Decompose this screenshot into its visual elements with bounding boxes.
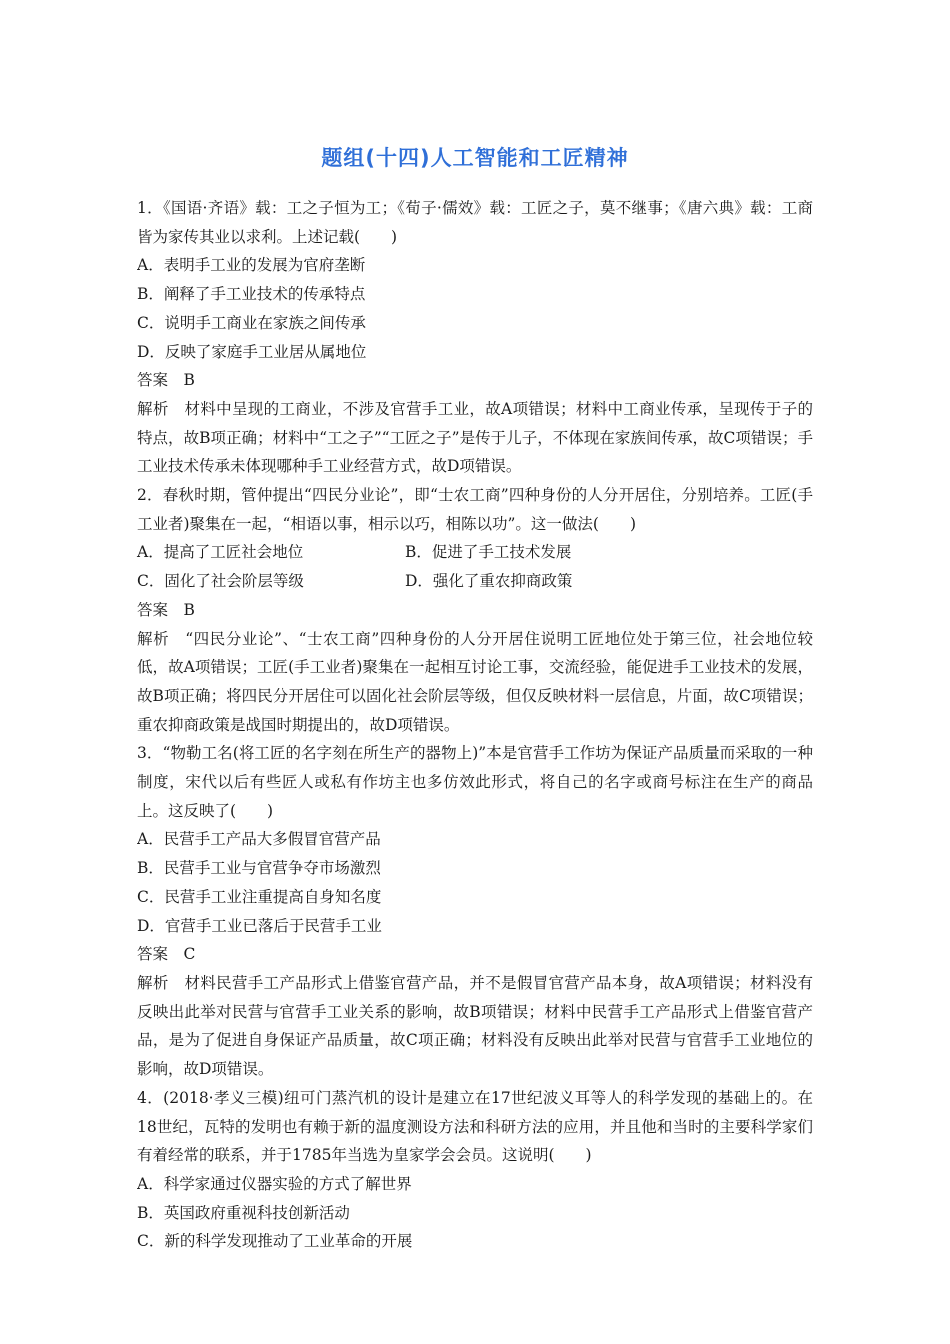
option-b: B．阐释了手工业技术的传承特点 [137, 285, 366, 304]
option-b: B．英国政府重视科技创新活动 [137, 1203, 350, 1222]
analysis: 解析 材料民营手工产品形式上借鉴官营产品，并不是假冒官营产品本身，故A项错误；材料没有反映出此举对民营与官营手工业关系的影响，故B项错误；材料中民营手工产品形式上借鉴官营产品，是为了促进自身保证产品质量，故C项正确；材料没有反映出此举对民营与官营手工业地位的影响，故D项错误。 [137, 973, 813, 1079]
page-title: 题组(十四)人工智能和工匠精神 [321, 146, 629, 170]
option-d: D．官营手工业已落后于民营手工业 [137, 916, 382, 935]
answer: 答案 B [137, 600, 195, 619]
question-4 [137, 1084, 813, 1256]
question-stem: 4．(2018·孝义三模)纽可门蒸汽机的设计是建立在17世纪波义耳等人的科学发现的基础上的。在18世纪，瓦特的发明也有赖于新的温度测设方法和科研方法的应用，并且他和当时的主要科学家们有着经常的联系，并于1785年当选为皇家学会会员。这说明( ) [137, 1088, 813, 1165]
option-d: D．反映了家庭手工业居从属地位 [137, 342, 367, 361]
option-b: B．民营手工业与官营争夺市场激烈 [137, 859, 381, 878]
option-a: A．科学家通过仪器实验的方式了解世界 [137, 1174, 412, 1193]
option-c: C．固化了社会阶层等级 [137, 572, 304, 591]
question-1 [137, 194, 813, 481]
option-c: C．民营手工业注重提高自身知名度 [137, 887, 382, 906]
answer: 答案 B [137, 371, 195, 390]
option-row [137, 567, 813, 596]
option-c: C．说明手工商业在家族之间传承 [137, 313, 366, 332]
analysis: 解析 “四民分业论”、“士农工商”四种身份的人分开居住说明工匠地位处于第三位，社会地位较低，故A项错误；工匠(手工业者)聚集在一起相互讨论工事，交流经验，能促进手工业技术的发展，故B项正确；将四民分开居住可以固化社会阶层等级，但仅反映材料一层信息，片面，故C项错误；重农抑商政策是战国时期提出的，故D项错误。 [137, 629, 813, 734]
option-c: C．新的科学发现推动了工业革命的开展 [137, 1232, 413, 1251]
question-stem: 1．《国语·齐语》载：工之子恒为工；《荀子·儒效》载：工匠之子，莫不继事；《唐六典》载：工商皆为家传其业以求利。上述记载( ) [137, 199, 813, 246]
option-a: A．提高了工匠社会地位 [137, 543, 304, 562]
analysis: 解析 材料中呈现的工商业，不涉及官营手工业，故A项错误；材料中工商业传承，呈现传于子的特点，故B项正确；材料中“工之子”“工匠之子”是传于儿子，不体现在家族间传承，故C项错误；手工业技术传承未体现哪种手工业经营方式，故D项错误。 [137, 399, 813, 476]
option-d: D．强化了重农抑商政策 [405, 572, 573, 591]
option-b: B．促进了手工技术发展 [405, 543, 572, 562]
option-row [137, 538, 813, 567]
answer: 答案 C [137, 945, 196, 964]
option-a: A．民营手工产品大多假冒官营产品 [137, 830, 381, 849]
question-2 [137, 481, 813, 739]
option-a: A．表明手工业的发展为官府垄断 [137, 256, 366, 275]
question-stem: 3．“物勒工名(将工匠的名字刻在所生产的器物上)”本是官营手工作坊为保证产品质量而采取的一种制度，宋代以后有些匠人或私有作坊主也多仿效此形式，将自己的名字或商号标注在生产的商品上。这反映了( ) [137, 744, 813, 820]
question-stem: 2．春秋时期，管仲提出“四民分业论”，即“士农工商”四种身份的人分开居住，分别培养。工匠(手工业者)聚集在一起，“相语以事，相示以巧，相陈以功”。这一做法( ) [137, 486, 813, 533]
question-3 [137, 739, 813, 1083]
